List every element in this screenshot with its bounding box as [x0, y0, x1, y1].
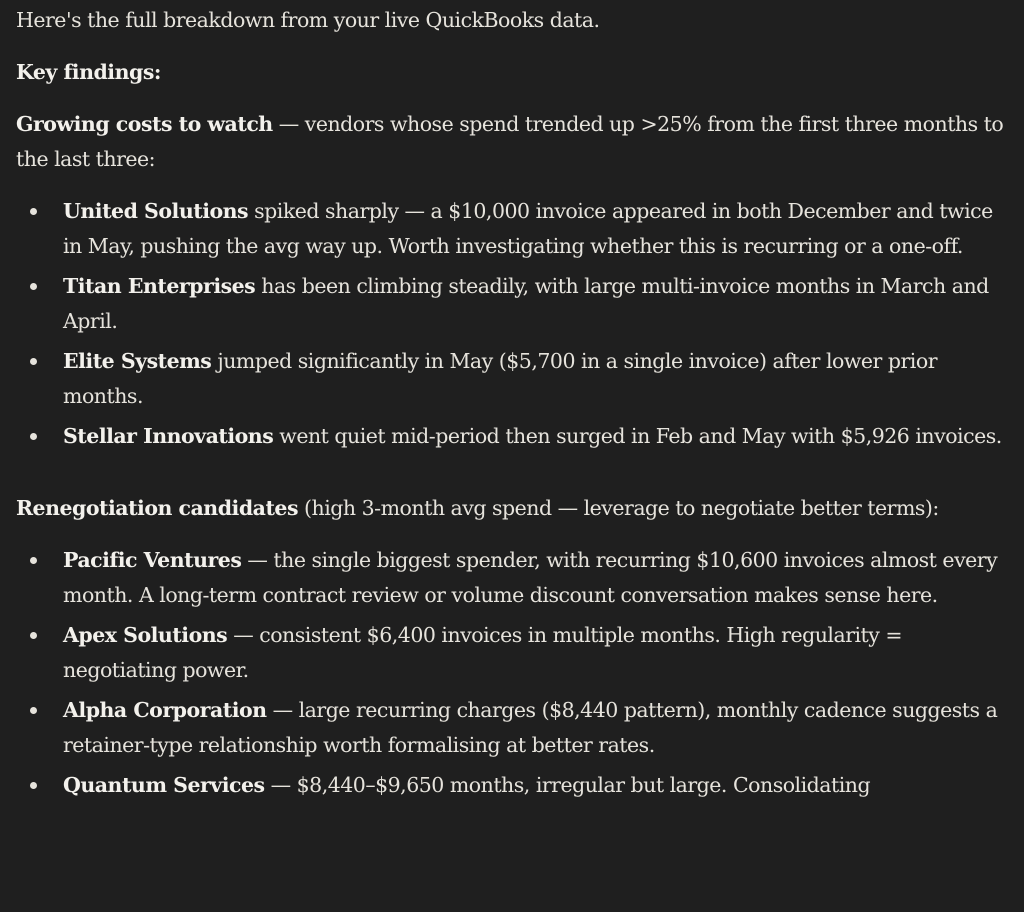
vendor-name: Pacific Ventures [63, 548, 242, 572]
vendor-name: Titan Enterprises [63, 274, 256, 298]
growing-costs-lead [16, 107, 1016, 177]
chat-response [16, 0, 1016, 808]
vendor-name: Apex Solutions [63, 623, 228, 647]
growing-costs-desc: — vendors whose spend trended up >25% from the first three months to the last three: [16, 112, 1004, 171]
vendor-name: Quantum Services [63, 773, 265, 797]
renegotiation-lead [16, 491, 1016, 526]
renegotiation-list [16, 543, 1016, 803]
list-item: Pacific Ventures — the single biggest spender, with recurring $10,600 invoices almost every month. A long-term contract review or volume discount conversation makes sense here. [16, 543, 1016, 613]
vendor-name: Stellar Innovations [63, 424, 274, 448]
growing-costs-title: Growing costs to watch [16, 112, 273, 136]
vendor-name: Elite Systems [63, 349, 212, 373]
list-item: Elite Systems jumped significantly in May ($5,700 in a single invoice) after lower prior months. [16, 344, 1016, 414]
list-item: Apex Solutions — consistent $6,400 invoices in multiple months. High regularity = negotiating power. [16, 618, 1016, 688]
vendor-name: Alpha Corporation [63, 698, 267, 722]
renegotiation-desc: (high 3-month avg spend — leverage to negotiate better terms): [298, 496, 939, 520]
intro-text: Here's the full breakdown from your live QuickBooks data. [16, 8, 600, 32]
list-item: Stellar Innovations went quiet mid-period then surged in Feb and May with $5,926 invoices. [16, 419, 1016, 454]
key-findings-heading: Key findings: [16, 60, 161, 84]
list-item: Alpha Corporation — large recurring charges ($8,440 pattern), monthly cadence suggests a retainer-type relationship worth formalising at better rates. [16, 693, 1016, 763]
list-item: Titan Enterprises has been climbing steadily, with large multi-invoice months in March and April. [16, 269, 1016, 339]
list-item: United Solutions spiked sharply — a $10,000 invoice appeared in both December and twice in May, pushing the avg way up. Worth investigating whether this is recurring or a one-off. [16, 194, 1016, 264]
vendor-name: United Solutions [63, 199, 249, 223]
growing-costs-list [16, 194, 1016, 454]
list-item: Quantum Services — $8,440–$9,650 months, irregular but large. Consolidating [16, 768, 1016, 803]
renegotiation-title: Renegotiation candidates [16, 496, 299, 520]
